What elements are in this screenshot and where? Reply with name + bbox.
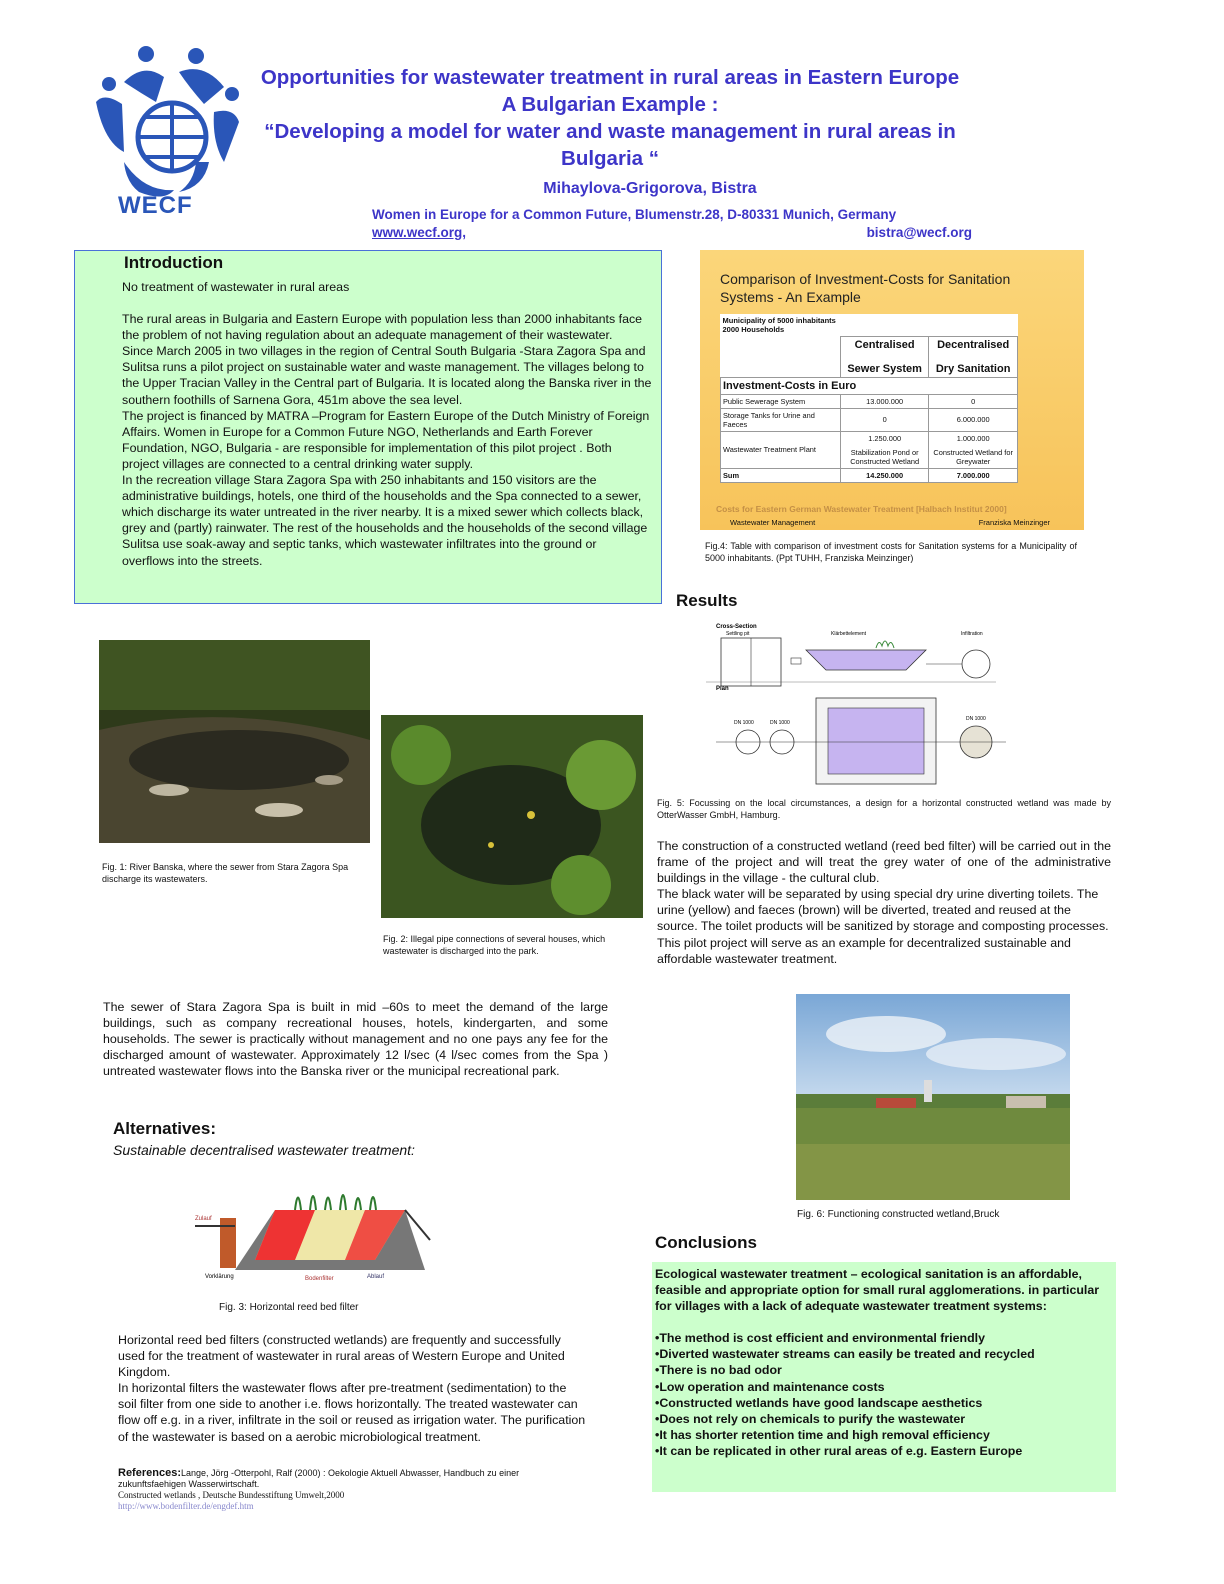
introduction-heading: Introduction <box>124 253 224 272</box>
title-line: Bulgaria “ <box>561 147 659 170</box>
list-item: •Does not rely on chemicals to purify the wastewater <box>655 1411 966 1426</box>
diagram-label: Klärbettelement <box>831 631 867 637</box>
references-label: References: <box>118 1467 181 1479</box>
fig1-river-photo <box>99 640 370 843</box>
table-municipality: Municipality of 5000 inhabitants 2000 Households <box>722 316 836 334</box>
diagram-label: DN 1000 <box>966 716 986 722</box>
diagram-label: Plan <box>716 686 729 692</box>
title-line: A Bulgarian Example : <box>501 93 719 116</box>
table-row: Public Sewerage System 13.000.000 0 <box>721 394 1018 408</box>
intro-paragraph: The rural areas in Bulgaria and Eastern Europe with population less than 2000 inhabitants face the problem of not having regulation about an adequate management of their wastewater. <box>122 312 643 343</box>
list-item: •The method is cost efficient and environmental friendly <box>655 1331 985 1346</box>
alternatives-subheading: Sustainable decentralised wastewater treatment: <box>113 1142 415 1158</box>
alternatives-paragraph: Horizontal reed bed filters (constructed wetlands) are frequently and successfully used for the treatment of wastewater in rural areas of Western Europe and United Kingdom. <box>118 1333 565 1380</box>
diagram-label: Cross-Section <box>716 624 757 630</box>
table-row: Wastewater Treatment Plant 1.250.000 Stabilization Pond or Constructed Wetland 1.000.000 Constructed Wetland for Greywater <box>721 431 1018 468</box>
email-address[interactable]: bistra@wecf.org <box>866 225 972 240</box>
results-heading: Results <box>676 591 738 610</box>
fig1-caption: Fig. 1: River Banska, where the sewer from Stara Zagora Spa discharge its wastewaters. <box>102 862 349 884</box>
list-item: •Low operation and maintenance costs <box>655 1379 885 1394</box>
conclusions-list <box>655 1330 1110 1459</box>
diagram-label: DN 1000 <box>734 720 754 726</box>
intro-paragraph: Since March 2005 in two villages in the region of Central South Bulgaria -Stara Zagora Spa and Sulitsa runs a pilot project on sustainable water and waste management. The villages belong to the Upper Tracian Valley in the Central part of Bulgaria. It is located along the Banska river in the southern foothills of Sarnena Gora, 451m above the sea level. <box>122 344 652 407</box>
list-item: •It can be replicated in other rural areas of e.g. Eastern Europe <box>655 1443 1023 1458</box>
fig6-caption: Fig. 6: Functioning constructed wetland,Bruck <box>797 1209 1000 1220</box>
list-item: •It has shorter retention time and high removal efficiency <box>655 1427 990 1442</box>
table-source-credits: Wastewater Management Franziska Meinzinger <box>730 518 1050 527</box>
results-text <box>657 838 1111 967</box>
cost-table <box>720 314 1018 483</box>
fig6-wetland-photo <box>796 994 1070 1200</box>
alternatives-heading: Alternatives: <box>113 1119 216 1138</box>
affiliation: Women in Europe for a Common Future, Blumenstr.28, D-80331 Munich, Germany www.wecf.org, bistra@wecf.org <box>372 207 972 240</box>
conclusions-lead: Ecological wastewater treatment – ecological sanitation is an affordable, feasible and appropriate option for small rural agglomerations. in particular for villages with a lack of adequate wastewater treatment systems: <box>655 1267 1100 1314</box>
reference-item: Lange, Jörg -Otterpohl, Ralf (2000) : Oekologie Aktuell Abwasser, Handbuch zu einer zukunftsfaehigen Wasserwirtschaft. <box>118 1468 520 1489</box>
col-decentralised: Decentralised Dry Sanitation <box>929 336 1018 377</box>
results-paragraph: The construction of a constructed wetland (reed bed filter) will be carried out in the frame of the project and will treat the grey water of one of the administrative buildings in the village - the cultural club. <box>657 839 1111 886</box>
list-item: •Diverted wastewater streams can easily be treated and recycled <box>655 1347 1035 1362</box>
fig4-caption: Fig.4: Table with comparison of investment costs for Sanitation systems for a Municipality of 5000 inhabitants. (Ppt TUHH, Franziska Meinzinger) <box>705 541 1077 563</box>
list-item: •Constructed wetlands have good landscape aesthetics <box>655 1395 983 1410</box>
reference-item: Constructed wetlands , Deutsche Bundesstiftung Umwelt,2000 <box>118 1490 345 1500</box>
comparison-title: Comparison of Investment-Costs for Sanitation Systems - An Example <box>720 271 1011 305</box>
list-item: •There is no bad odor <box>655 1363 782 1378</box>
diagram-label: Ablauf <box>367 1274 385 1280</box>
table-section-heading: Investment-Costs in Euro <box>721 377 1018 394</box>
affiliation-address: Women in Europe for a Common Future, Blumenstr.28, D-80331 Munich, Germany <box>372 207 897 222</box>
intro-paragraph: No treatment of wastewater in rural areas <box>122 280 350 294</box>
intro-paragraph: The project is financed by MATRA –Program for Eastern Europe of the Dutch Ministry of Foreign Affairs. Women in Europe for a Common Future NGO, Netherlands and Earth Forever Foundation, NGO, Bulgaria - are responsible for implementation of this pilot project . Both project villages are connected to a central drinking water supply. <box>122 408 650 471</box>
fig3-caption: Fig. 3: Horizontal reed bed filter <box>219 1302 359 1313</box>
fig5-caption: Fig. 5: Focussing on the local circumstances, a design for a horizontal constructed wetland was made by OtterWasser GmbH, Hamburg. <box>657 798 1111 820</box>
conclusions-heading: Conclusions <box>655 1233 758 1252</box>
conclusions-text <box>655 1266 1110 1459</box>
title-line: Opportunities for wastewater treatment in rural areas in Eastern Europe <box>260 66 960 89</box>
intro-paragraph: In the recreation village Stara Zagora Spa with 250 inhabitants and 150 visitors are the administrative buildings, hotels, one third of the households and the Spa connected to a sewer, which discharge its water untreated in the river nearby. It is a mixed sewer which collects black, grey and (partly) rainwater. The rest of the households and the households of the second village Sulitsa use soak-away and septic tanks, which wastewater infiltrates into the ground or overflows into the streets. <box>122 473 648 568</box>
logo-text: WECF <box>118 192 193 219</box>
diagram-label: Vorklärung <box>205 1274 234 1280</box>
fig2-pipe-photo <box>381 715 643 918</box>
diagram-label: Settling pit <box>726 631 750 637</box>
references <box>118 1468 588 1512</box>
alternatives-text <box>118 1332 588 1445</box>
poster-title <box>250 64 970 172</box>
fig5-wetland-design <box>676 620 1016 800</box>
author-name: Mihaylova-Grigorova, Bistra <box>543 180 757 197</box>
diagram-label: Bodenfilter <box>305 1276 334 1282</box>
reference-link[interactable]: http://www.bodenfilter.de/engdef.htm <box>118 1501 254 1511</box>
diagram-label: Infiltration <box>961 631 983 637</box>
fig3-reed-bed-diagram <box>195 1170 435 1290</box>
table-row: Storage Tanks for Urine and Faeces 0 6.000.000 <box>721 408 1018 431</box>
results-paragraph: This pilot project will serve as an example for decentralized sustainable and affordable wastewater treatment. <box>657 935 1071 966</box>
website-link[interactable]: www.wecf.org <box>372 225 463 240</box>
alternatives-paragraph: In horizontal filters the wastewater flows after pre-treatment (sedimentation) to the soil filter from one side to another i.e. flows horizontally. The treated wastewater can flow off e.g. in a river, infiltrate in the soil or reused as irrigation water. The purification of the wastewater is based on a aerobic microbiological treatment. <box>118 1381 586 1444</box>
table-source: Costs for Eastern German Wastewater Treatment [Halbach Institut 2000] <box>716 504 1007 514</box>
table-row-sum: Sum 14.250.000 7.000.000 <box>721 468 1018 482</box>
wecf-logo <box>84 42 254 222</box>
col-centralised: Centralised Sewer System <box>840 336 928 377</box>
title-line: “Developing a model for water and waste management in rural areas in <box>264 120 956 143</box>
diagram-label: DN 1000 <box>770 720 790 726</box>
results-paragraph: The black water will be separated by using special dry urine diverting toilets. The urine (yellow) and faeces (brown) will be diverted, treated and reused at the source. The toilet products will be sanitized by storage and composting processes. <box>657 887 1109 934</box>
fig2-caption: Fig. 2: Illegal pipe connections of several houses, which wastewater is discharged into the park. <box>383 934 606 956</box>
sewer-text: The sewer of Stara Zagora Spa is built in mid –60s to meet the demand of the large buildings, such as company recreational houses, hotels, kindergarten, and some households. The sewer is practically without management and no one pays any fee for the discharged amount of wastewater. Approximately 12 l/sec (4 l/sec comes from the Spa ) untreated wastewater flows into the Banska river or the municipal recreational park. <box>103 1000 608 1079</box>
diagram-label: Zulauf <box>195 1216 212 1222</box>
introduction-text <box>122 279 652 569</box>
